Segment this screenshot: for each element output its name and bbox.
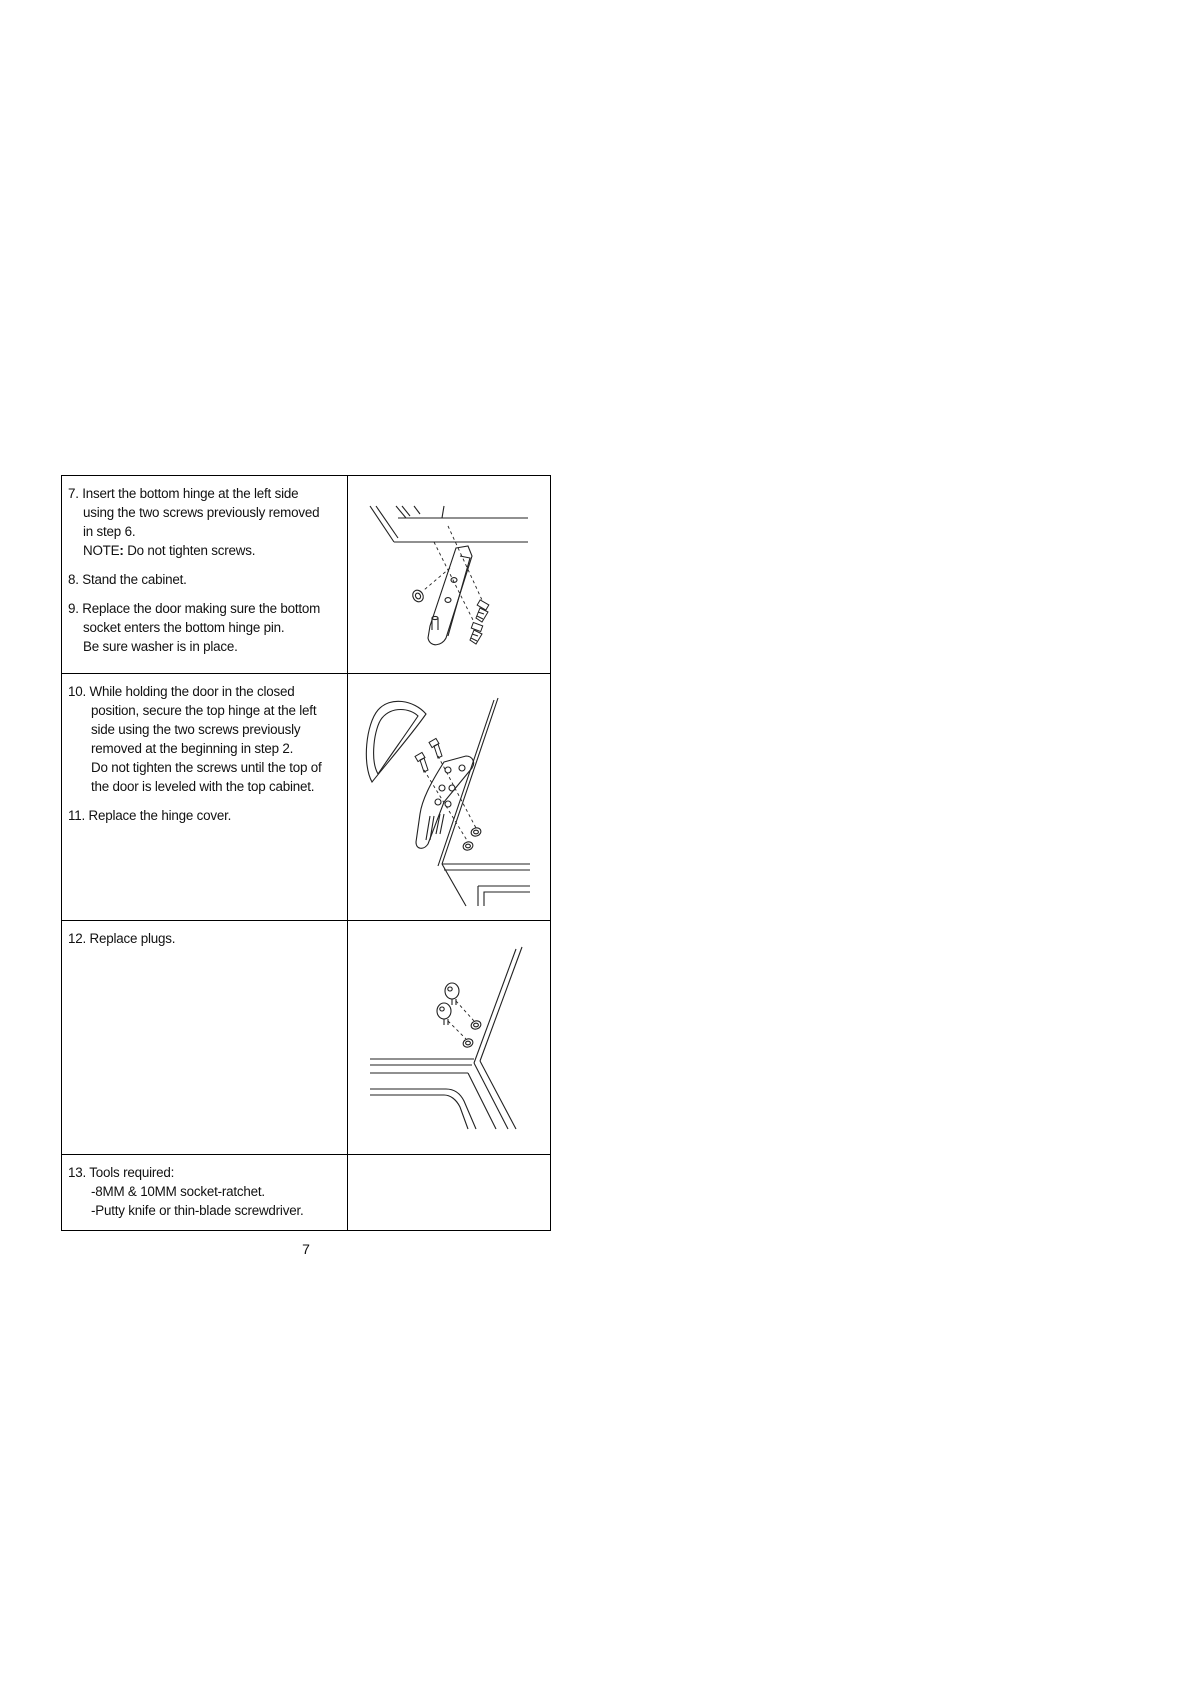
step-text: 10. While holding the door in the closed [68,684,295,699]
note-colon: : [119,543,124,558]
step-text: side using the two screws previously [91,722,301,737]
instruction-cell [62,1155,348,1230]
page-number: 7 [302,1241,310,1257]
step-text: 13. Tools required: [68,1165,175,1180]
instruction-cell [62,921,348,1154]
table-row [62,1155,550,1230]
step-9 [68,599,343,656]
note-text: Do not tighten screws. [123,543,256,558]
step-12 [68,929,343,948]
note-label: NOTE [83,543,120,558]
step-text: -Putty knife or thin-blade screwdriver. [91,1203,304,1218]
step-8 [68,570,343,589]
step-text: the door is leveled with the top cabinet. [91,779,315,794]
bottom-hinge-icon [348,476,551,673]
step-text: removed at the beginning in step 2. [91,741,294,756]
step-text: in step 6. [83,524,136,539]
step-text: 7. Insert the bottom hinge at the left side [68,486,299,501]
table-row [62,921,550,1155]
illustration-cell [348,674,550,920]
note-line [68,541,343,560]
step-text: 12. Replace plugs. [68,931,176,946]
step-text: -8MM & 10MM socket-ratchet. [91,1184,265,1199]
instruction-cell [62,674,348,920]
top-hinge-icon [348,674,551,920]
illustration-cell-empty [348,1155,550,1230]
step-13 [68,1163,343,1220]
step-10 [68,682,343,796]
step-7 [68,484,343,560]
instruction-table [61,475,551,1231]
step-text: 9. Replace the door making sure the bottom [68,601,321,616]
instruction-cell [62,476,348,673]
step-11 [68,806,343,825]
step-text: Be sure washer is in place. [83,639,238,654]
illustration-cell [348,476,550,673]
step-text: Do not tighten the screws until the top of [91,760,322,775]
step-text: position, secure the top hinge at the left [91,703,317,718]
illustration-cell [348,921,550,1154]
table-row [62,674,550,921]
step-text: socket enters the bottom hinge pin. [83,620,285,635]
step-text: using the two screws previously removed [83,505,320,520]
step-text: 8. Stand the cabinet. [68,572,187,587]
plugs-icon [348,921,551,1154]
step-text: 11. Replace the hinge cover. [68,808,232,823]
table-row [62,476,550,674]
